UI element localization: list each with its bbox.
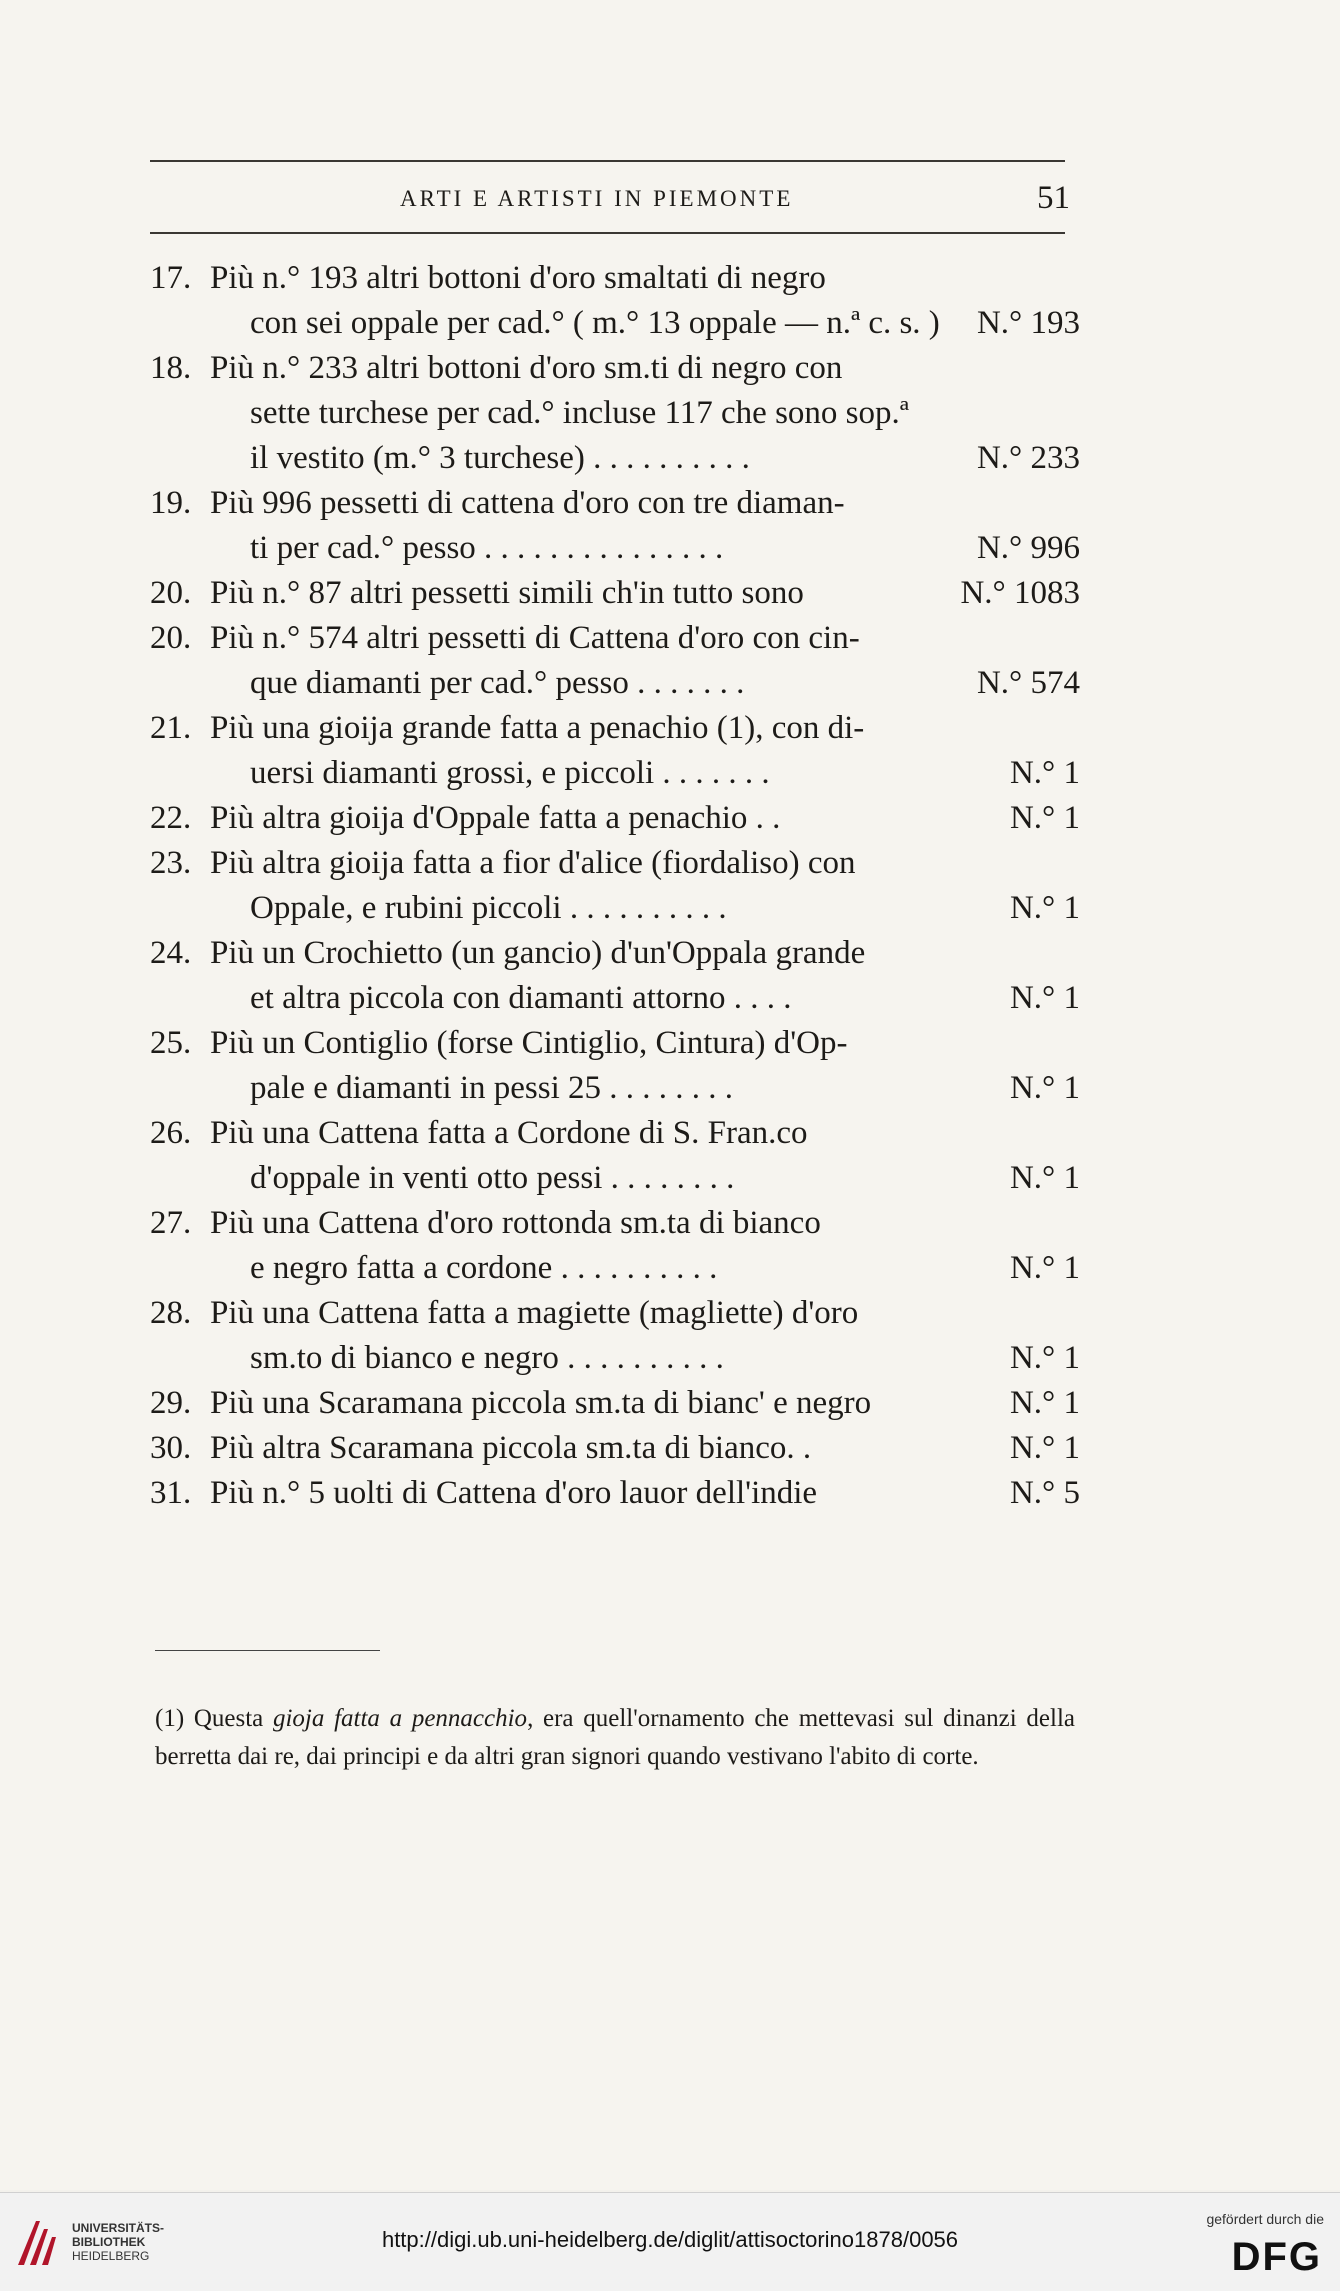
entry-quantity: N.° 1	[1009, 1430, 1080, 1466]
entry-continuation-line	[150, 751, 1080, 796]
entry-text: ti per cad.° pesso . . . . . . . . . . . . . . .	[250, 530, 724, 566]
entry-text: d'oppale in venti otto pessi . . . . . . . .	[250, 1160, 735, 1196]
library-line-1: UNIVERSITÄTS-	[72, 2221, 165, 2235]
entry-quantity: N.° 1	[1009, 1250, 1080, 1286]
entry-text: Più n.° 193 altri bottoni d'oro smaltati di negro	[210, 260, 826, 296]
entry-continuation-line	[150, 661, 1080, 706]
entry-quantity: N.° 233	[976, 440, 1080, 476]
entry-continuation-line	[150, 301, 1080, 346]
entry-text: e negro fatta a cordone . . . . . . . . . .	[250, 1250, 718, 1286]
entry-number: 20.	[150, 620, 192, 656]
footnote-italic: gioja fatta a pennacchio	[272, 1705, 528, 1732]
entry-text: con sei oppale per cad.° ( m.° 13 oppale — n.ª c. s. )	[250, 305, 940, 341]
dfg-logo: DFG	[1231, 2235, 1322, 2279]
entry-text: Più altra gioija fatta a fior d'alice (fiordaliso) con	[210, 845, 856, 881]
entry-number: 27.	[150, 1205, 192, 1241]
entry-line	[150, 616, 1080, 661]
entry-quantity: N.° 1083	[960, 575, 1080, 611]
entry-number: 26.	[150, 1115, 192, 1151]
entry-line	[150, 841, 1080, 886]
entry-line	[150, 1291, 1080, 1336]
entry-number: 19.	[150, 485, 192, 521]
entry-text: pale e diamanti in pessi 25 . . . . . . . .	[250, 1070, 733, 1106]
entry-number: 31.	[150, 1475, 192, 1511]
footnote-marker: (1) Questa	[155, 1705, 264, 1732]
header-rule-top	[150, 160, 1065, 162]
entry-text: Più una Cattena fatta a magiette (magliette) d'oro	[210, 1295, 859, 1331]
entry-text: il vestito (m.° 3 turchese) . . . . . . . . . .	[250, 440, 750, 476]
entry-continuation-line	[150, 886, 1080, 931]
entry-continuation-line	[150, 1156, 1080, 1201]
entry-line	[150, 571, 1080, 616]
entry-number: 25.	[150, 1025, 192, 1061]
entry-text: Più altra Scaramana piccola sm.ta di bianco. .	[210, 1430, 812, 1466]
entry-continuation-line	[150, 436, 1080, 481]
entry-text: Più una Scaramana piccola sm.ta di bianc' e negro	[210, 1385, 872, 1421]
entry-number: 22.	[150, 800, 192, 836]
entry-text: uersi diamanti grossi, e piccoli . . . . . . .	[250, 755, 770, 791]
entry-quantity: N.° 1	[1009, 1385, 1080, 1421]
entry-continuation-line	[150, 1336, 1080, 1381]
running-header	[150, 180, 1070, 220]
entry-text: Più n.° 87 altri pessetti simili ch'in tutto sono	[210, 575, 804, 611]
entry-line	[150, 1111, 1080, 1156]
entry-quantity: N.° 1	[1009, 1160, 1080, 1196]
entry-line	[150, 706, 1080, 751]
entry-line	[150, 1021, 1080, 1066]
entry-number: 30.	[150, 1430, 192, 1466]
entry-quantity: N.° 1	[1009, 980, 1080, 1016]
permalink-url[interactable]: http://digi.ub.uni-heidelberg.de/diglit/attisoctorino1878/0056	[381, 2227, 959, 2252]
entry-quantity: N.° 1	[1009, 755, 1080, 791]
entry-quantity: N.° 996	[976, 530, 1080, 566]
entry-text: et altra piccola con diamanti attorno . . . .	[250, 980, 792, 1016]
entry-text: Più 996 pessetti di cattena d'oro con tre diaman-	[210, 485, 845, 521]
entry-number: 18.	[150, 350, 192, 386]
entry-quantity: N.° 1	[1009, 890, 1080, 926]
footnote	[155, 1700, 1075, 1776]
entry-text: Più una gioija grande fatta a penachio (1), con di-	[210, 710, 865, 746]
running-title: ARTI E ARTISTI IN PIEMONTE	[400, 186, 794, 211]
entry-text: Più un Crochietto (un gancio) d'un'Oppala grande	[210, 935, 866, 971]
entry-text: Più una Cattena d'oro rottonda sm.ta di bianco	[210, 1205, 821, 1241]
entry-text: sette turchese per cad.° incluse 117 che sono sop.ª	[250, 395, 909, 431]
entry-number: 29.	[150, 1385, 192, 1421]
entry-line	[150, 1426, 1080, 1471]
entry-line	[150, 481, 1080, 526]
entry-quantity: N.° 1	[1009, 800, 1080, 836]
entry-number: 24.	[150, 935, 192, 971]
entry-text: Più n.° 574 altri pessetti di Cattena d'oro con cin-	[210, 620, 860, 656]
entry-line	[150, 931, 1080, 976]
entry-number: 21.	[150, 710, 192, 746]
library-line-3: HEIDELBERG	[72, 2249, 150, 2263]
entry-text: Più n.° 5 uolti di Cattena d'oro lauor dell'indie	[210, 1475, 818, 1511]
entry-continuation-line	[150, 526, 1080, 571]
entry-quantity: N.° 1	[1009, 1070, 1080, 1106]
entry-number: 23.	[150, 845, 192, 881]
entry-line	[150, 256, 1080, 301]
entry-text: Più una Cattena fatta a Cordone di S. Fran.co	[210, 1115, 808, 1151]
entry-quantity: N.° 1	[1009, 1340, 1080, 1376]
entry-continuation-line	[150, 1066, 1080, 1111]
entry-line	[150, 796, 1080, 841]
entry-line	[150, 1381, 1080, 1426]
entry-line	[150, 346, 1080, 391]
entry-quantity: N.° 193	[976, 305, 1080, 341]
footnote-text: , era quell'ornamento che mettevasi sul dinanzi della berretta dai re, dai principi e da altri gran signori quando vestivano l'abito di corte.	[155, 1705, 1075, 1770]
entry-continuation-line	[150, 976, 1080, 1021]
funding-text: gefördert durch die	[1206, 2211, 1324, 2227]
viewer-footer	[0, 2192, 1340, 2291]
entry-number: 28.	[150, 1295, 192, 1331]
entry-line	[150, 1201, 1080, 1246]
entry-text: Più altra gioija d'Oppale fatta a penachio . .	[210, 800, 781, 836]
entry-quantity: N.° 5	[1009, 1475, 1080, 1511]
footnote-rule	[155, 1650, 380, 1651]
entry-text: Più un Contiglio (forse Cintiglio, Cintura) d'Op-	[210, 1025, 848, 1061]
header-rule-bottom	[150, 232, 1065, 234]
entry-text: Oppale, e rubini piccoli . . . . . . . . . .	[250, 890, 727, 926]
entry-quantity: N.° 574	[976, 665, 1080, 701]
inventory-list	[150, 256, 1080, 1516]
entry-number: 20.	[150, 575, 192, 611]
entry-continuation-line	[150, 391, 1080, 436]
entry-text: Più n.° 233 altri bottoni d'oro sm.ti di negro con	[210, 350, 843, 386]
entry-text: sm.to di bianco e negro . . . . . . . . . .	[250, 1340, 724, 1376]
entry-text: que diamanti per cad.° pesso . . . . . . .	[250, 665, 745, 701]
entry-line	[150, 1471, 1080, 1516]
page-number: 51	[1037, 180, 1070, 216]
entry-continuation-line	[150, 1246, 1080, 1291]
entry-number: 17.	[150, 260, 192, 296]
library-line-2: BIBLIOTHEK	[72, 2235, 146, 2249]
